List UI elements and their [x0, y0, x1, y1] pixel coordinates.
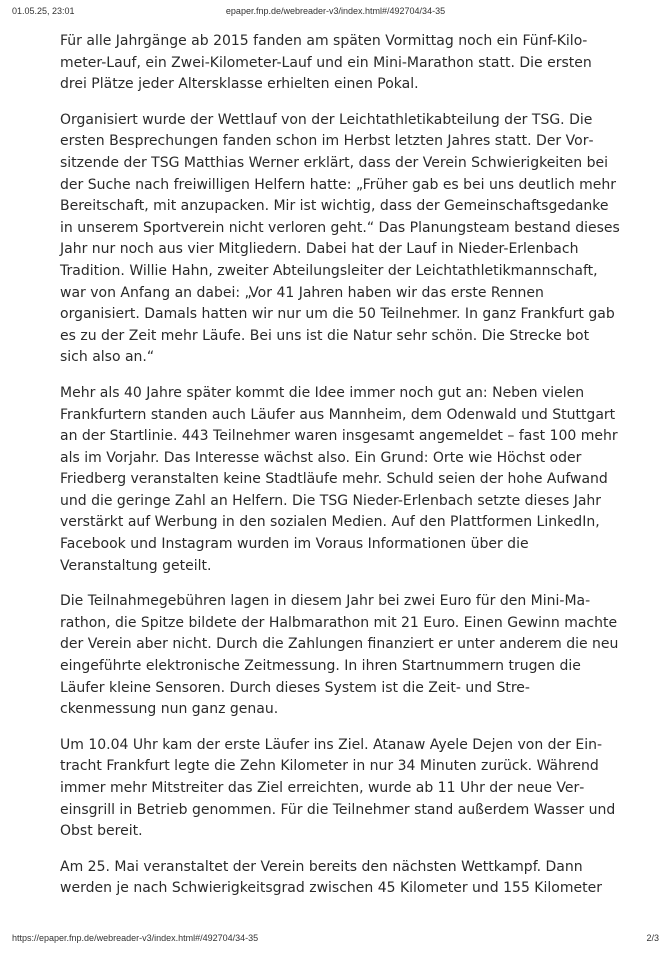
article-paragraph: Um 10.04 Uhr kam der erste Läufer ins Ziel. Atanaw Ayele Dejen von der Eintracht Frankfurt legte die Zehn Kilometer in nur 34 Minuten zurück. Während immer mehr Mitstreiter das Ziel erreichten, wurde ab 11 Uhr der neue Vereinsgrill in Betrieb genommen. Für die Teilnehmer stand außerdem Wasser und Obst bereit. — [60, 736, 616, 840]
print-footer — [0, 933, 671, 945]
print-datetime: 01.05.25, 23:01 — [12, 6, 75, 16]
page-number: 2/3 — [646, 933, 659, 943]
article-body — [60, 31, 621, 914]
print-header-url: epaper.fnp.de/webreader-v3/index.html#/492704/34-35 — [225, 6, 446, 16]
article-paragraph: Die Teilnahmegebühren lagen in diesem Jahr bei zwei Euro für den Mini-Marathon, die Spitze bildete der Halbmarathon mit 21 Euro. Einen Gewinn machte der Verein aber nicht. Durch die Zahlungen finanziert er unter anderem die neu eingeführte elektronische Zeitmessung. In ihren Startnummern trugen die Läufer kleine Sensoren. Durch dieses System ist die Zeit- und Streckenmessung nun ganz genau. — [60, 593, 619, 718]
article-paragraph: Am 25. Mai veranstaltet der Verein bereits den nächsten Wettkampf. Dann werden je nach Schwierigkeitsgrad zwischen 45 Kilometer und 155 Kilometer — [60, 858, 602, 897]
print-footer-url: https://epaper.fnp.de/webreader-v3/index.html#/492704/34-35 — [12, 933, 259, 943]
article-paragraph: Mehr als 40 Jahre später kommt die Idee immer noch gut an: Neben vielen Frankfurtern standen auch Läufer aus Mannheim, dem Odenwald und Stuttgart an der Startlinie. 443 Teilnehmer waren insgesamt angemeldet – fast 100 mehr als im Vorjahr. Das Interesse wächst also. Ein Grund: Orte wie Höchst oder Friedberg veranstalten keine Stadtläufe mehr. Schuld seien der hohe Aufwand und die geringe Zahl an Helfern. Die TSG Nieder-Erlenbach setzte dieses Jahr verstärkt auf Werbung in den sozialen Medien. Auf den Plattformen LinkedIn, Facebook und Instagram wurden im Voraus Informationen über die Veranstaltung geteilt. — [60, 384, 618, 574]
article-paragraph: Organisiert wurde der Wettlauf von der Leichtathletikabteilung der TSG. Die ersten Besprechungen fanden schon im Herbst letzten Jahres statt. Der Vorsitzende der TSG Matthias Werner erklärt, dass der Verein Schwierigkeiten bei der Suche nach freiwilligen Helfern hatte: „Früher gab es bei uns deutlich mehr Bereitschaft, mit anzupacken. Mir ist wichtig, dass der Gemeinschaftsgedanke in unserem Sportverein nicht verloren geht.“ Das Planungsteam bestand dieses Jahr nur noch aus vier Mitgliedern. Dabei hat der Lauf in Nieder-Erlenbach Tradition. Willie Hahn, zweiter Abteilungsleiter der Leichtathletikmannschaft, war von Anfang an dabei: „Vor 41 Jahren haben wir das erste Rennen organisiert. Damals hatten wir nur um die 50 Teilnehmer. In ganz Frankfurt gab es zu der Zeit mehr Läufe. Bei uns ist die Natur sehr schön. Die Strecke bot sich also an.“ — [60, 111, 620, 366]
article-paragraph: Für alle Jahrgänge ab 2015 fanden am späten Vormittag noch ein Fünf-Kilometer-Lauf, ein Zwei-Kilometer-Lauf und ein Mini-Marathon statt. Die ersten drei Plätze jeder Altersklasse erhielten einen Pokal. — [60, 33, 592, 93]
print-header — [0, 6, 671, 18]
